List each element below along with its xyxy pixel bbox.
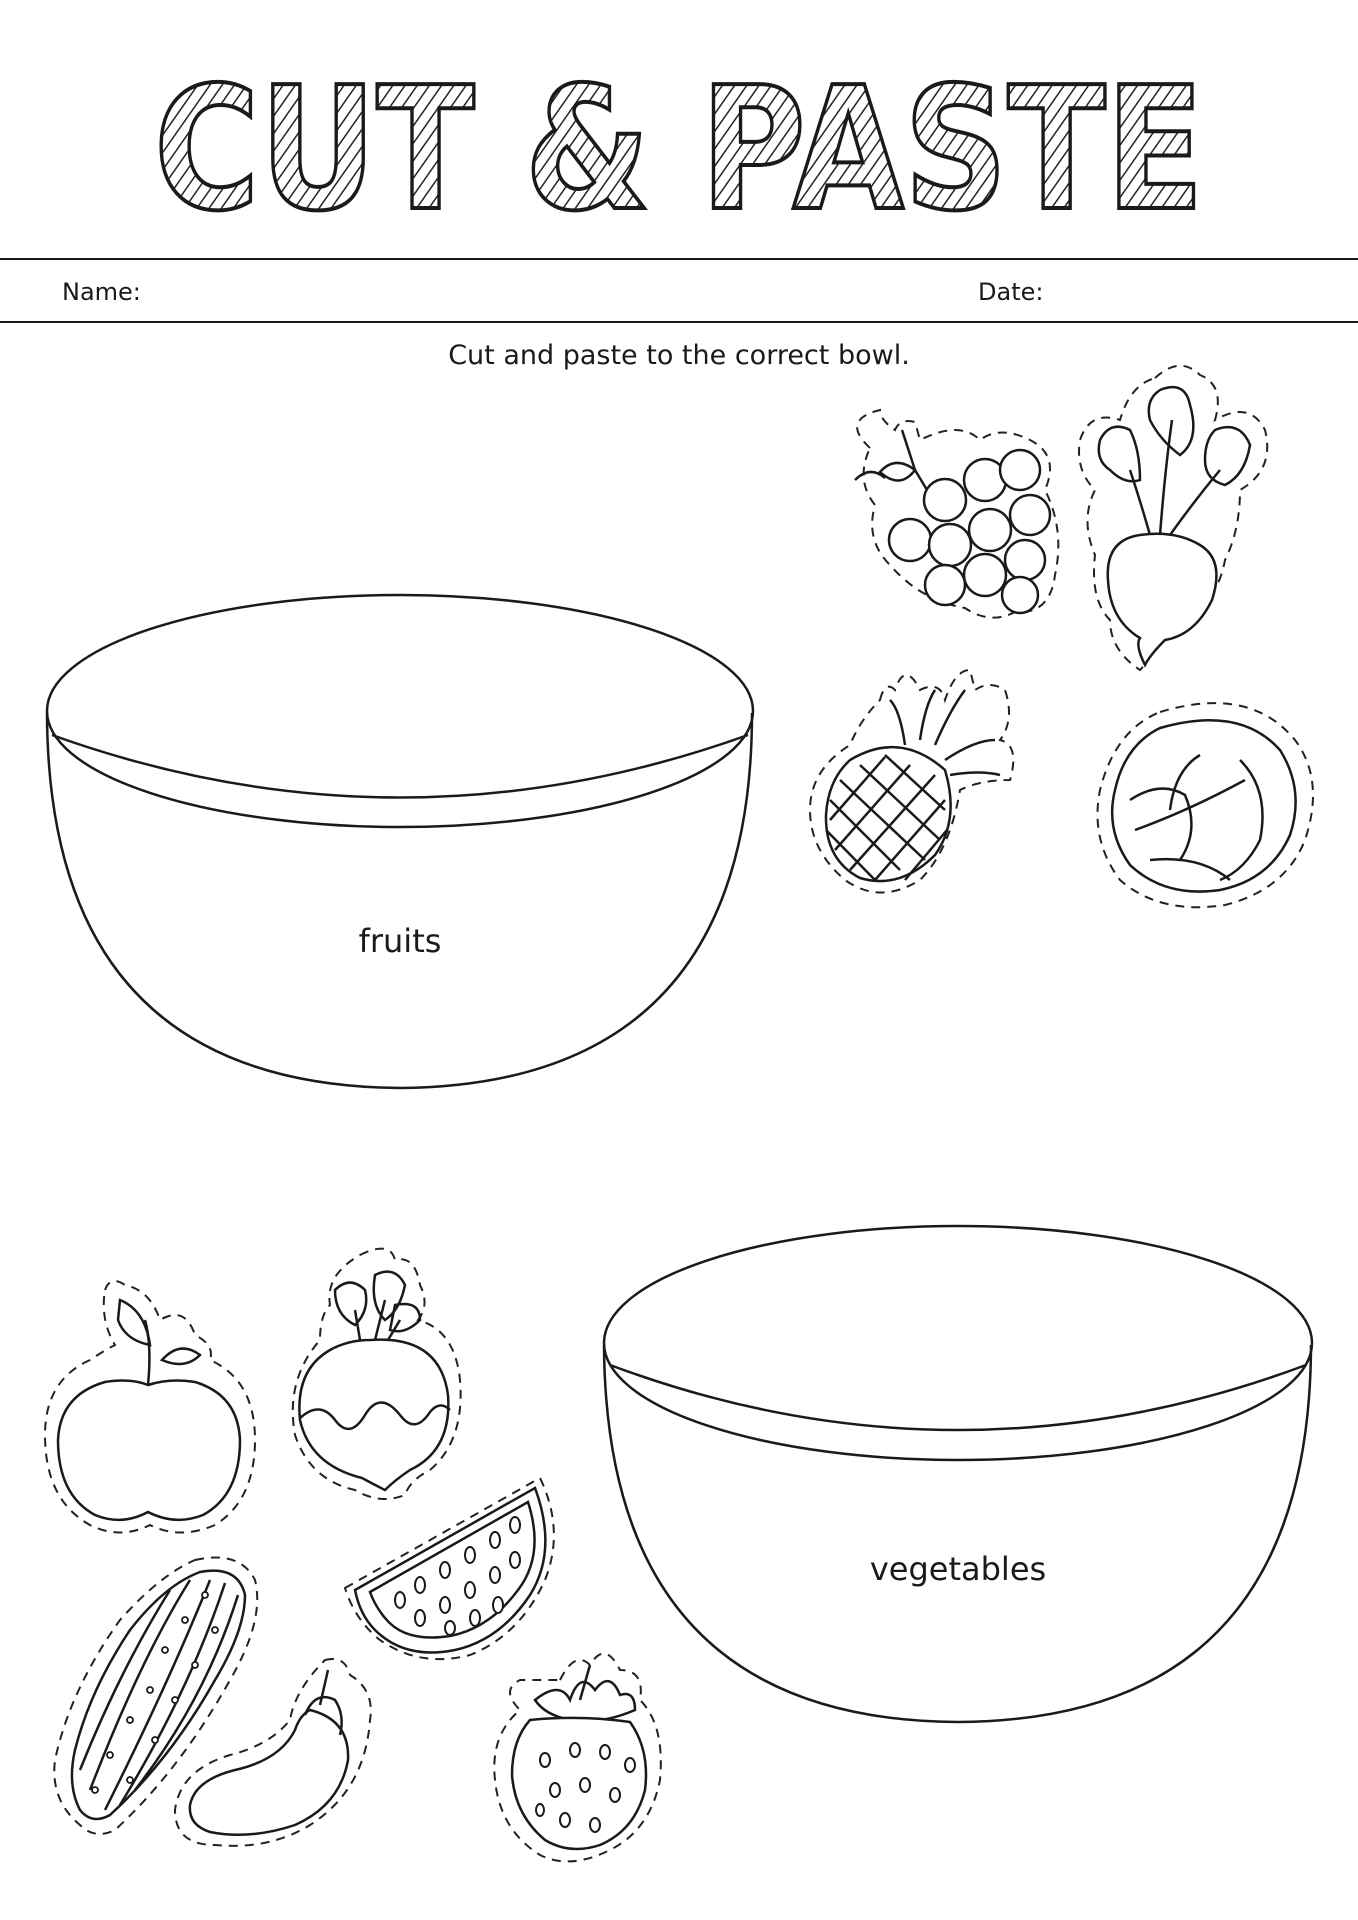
- vegetables-bowl: [604, 1226, 1312, 1722]
- cabbage-cutout[interactable]: [1098, 703, 1314, 907]
- strawberry-cutout[interactable]: [494, 1654, 661, 1862]
- fruits-bowl: [47, 595, 753, 1088]
- vegetables-bowl-label: vegetables: [869, 1550, 1047, 1588]
- turnip-cutout[interactable]: [293, 1249, 461, 1499]
- date-label: Date:: [978, 278, 1044, 306]
- instruction-text: Cut and paste to the correct bowl.: [448, 340, 910, 371]
- worksheet-title: CUT & PASTE: [154, 51, 1204, 249]
- beet-cutout[interactable]: [1079, 366, 1267, 670]
- pineapple-cutout[interactable]: [810, 670, 1013, 893]
- watermelon-cutout[interactable]: [345, 1478, 554, 1659]
- apple-cutout[interactable]: [45, 1281, 255, 1533]
- name-label: Name:: [62, 278, 141, 306]
- grapes-cutout[interactable]: [855, 410, 1058, 618]
- fruits-bowl-label: fruits: [358, 922, 442, 960]
